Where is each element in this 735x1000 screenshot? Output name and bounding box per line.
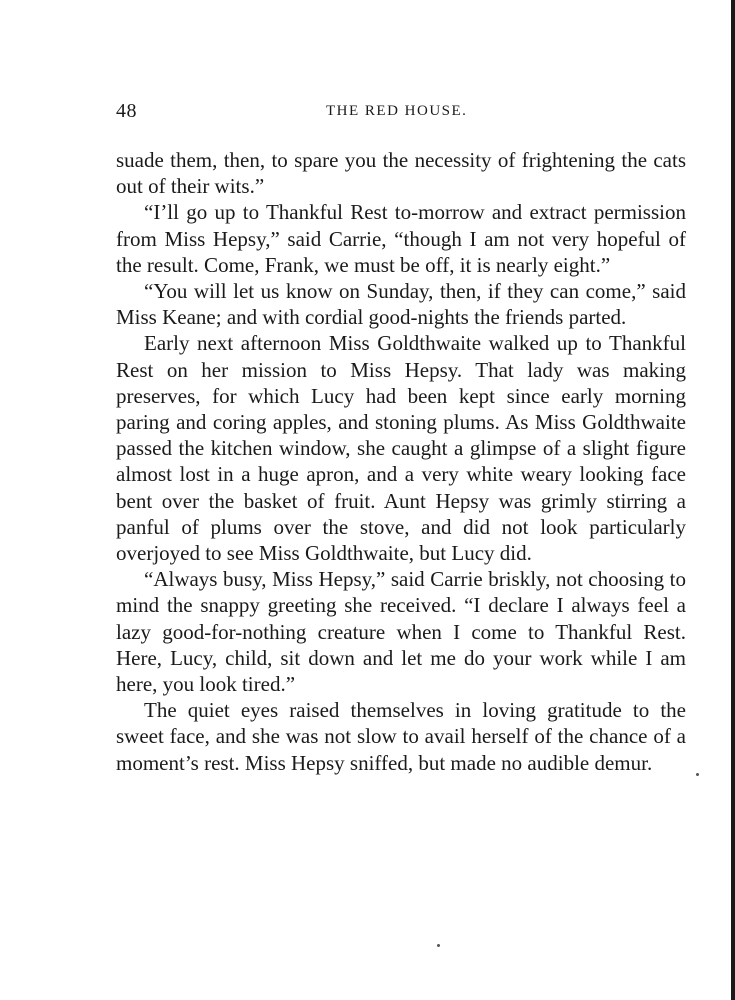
paragraph-3: “You will let us know on Sunday, then, if they can come,” said Miss Keane; and with cordial good-nights the friends parted.: [116, 279, 686, 330]
running-title: THE RED HOUSE.: [326, 103, 468, 119]
paragraph-6: The quiet eyes raised themselves in loving gratitude to the sweet face, and she was not slow to avail herself of the chance of a moment’s rest. Miss Hepsy sniffed, but made no audible demur.: [116, 698, 686, 775]
ink-speck: [437, 944, 440, 947]
paragraph-5: “Always busy, Miss Hepsy,” said Carrie briskly, not choosing to mind the snappy greeting she received. “I declare I always feel a lazy good-for-nothing creature when I come to Thankful Rest. Here, Lucy, child, sit down and let me do your work while I am here, you look tired.”: [116, 567, 686, 697]
paragraph-4: Early next afternoon Miss Goldthwaite walked up to Thankful Rest on her mission to Miss Hepsy. That lady was making preserves, for which Lucy had been kept since early morning paring and coring apples, and stoning plums. As Miss Goldthwaite passed the kitchen window, she caught a glimpse of a slight figure almost lost in a huge apron, and a very white weary looking face bent over the basket of fruit. Aunt Hepsy was grimly stirring a panful of plums over the stove, and did not look particularly overjoyed to see Miss Goldthwaite, but Lucy did.: [116, 331, 686, 566]
page-header: [116, 100, 686, 130]
paragraph-1: suade them, then, to spare you the necessity of frightening the cats out of their wits.”: [116, 148, 686, 199]
body-text: [116, 147, 686, 776]
page-edge: [731, 0, 735, 1000]
paragraph-2: “I’ll go up to Thankful Rest to-morrow and extract permission from Miss Hepsy,” said Carrie, “though I am not very hopeful of the result. Come, Frank, we must be off, it is nearly eight.”: [116, 200, 686, 277]
ink-speck: [696, 773, 699, 776]
page-number: 48: [116, 100, 137, 122]
